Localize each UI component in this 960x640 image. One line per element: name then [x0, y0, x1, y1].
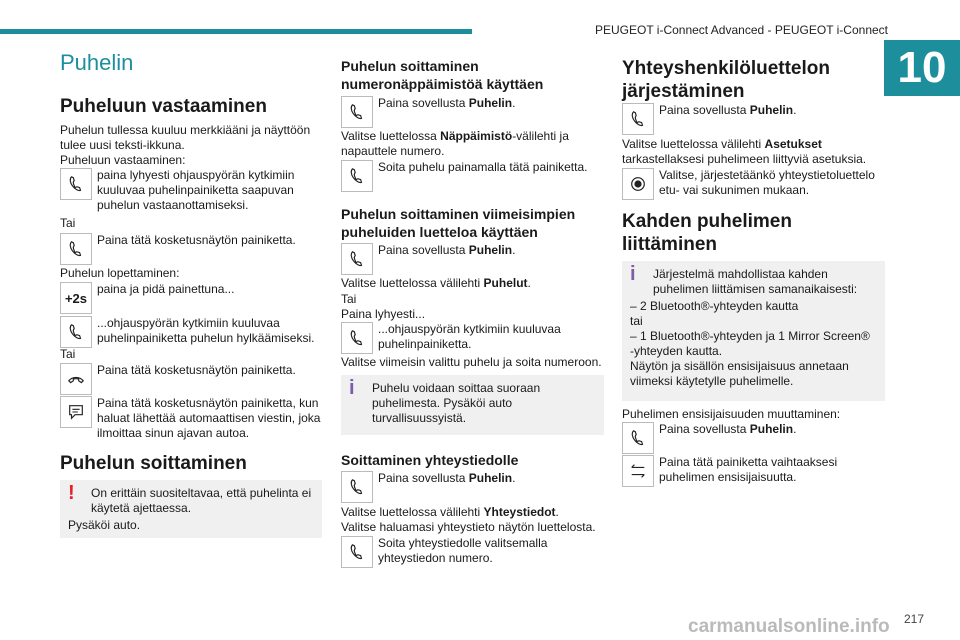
- phone-icon: [341, 322, 373, 354]
- heading-call: Puhelun soittaminen: [60, 453, 247, 474]
- keypad-app-name: Puhelin: [468, 96, 513, 110]
- keypad-app-row: Paina sovellusta Puhelin.: [341, 96, 515, 128]
- chapter-number: 10: [884, 40, 960, 96]
- heading-recent: Puhelun soittaminen viimeisimpien puheluiden luetteloa käyttäen: [341, 206, 576, 240]
- top-accent-bar: [0, 29, 472, 34]
- phone-icon: [60, 316, 92, 348]
- recent-select: Valitse luettelossa välilehti Puhelut.: [341, 276, 531, 290]
- prio-label: Puhelimen ensisijaisuuden muuttaminen:: [622, 407, 841, 421]
- heading-pair: Kahden puhelimen liittäminen: [622, 211, 792, 255]
- keypad-select: Valitse luettelossa Näppäimistö-välilehti ja napauttele numero.: [341, 129, 569, 158]
- recent-steering-row: [341, 322, 604, 354]
- warning-note: [60, 480, 322, 538]
- hangup-icon: [60, 363, 92, 395]
- prio-app-row: Paina sovellusta Puhelin.: [622, 422, 796, 454]
- answer-steering-row: [60, 168, 322, 213]
- end-touch-text: Paina tätä kosketusnäytön painiketta.: [97, 363, 296, 377]
- answer-intro: Puhelun tullessa kuuluu merkkiääni ja näyttöön tulee uusi teksti-ikkuna.: [60, 123, 311, 152]
- heading-keypad: Puhelun soittaminen numeronäppäimistöä käyttäen: [341, 58, 544, 92]
- phone-icon: [341, 160, 373, 192]
- contact-call-text: Soita yhteystiedolle valitsemalla yhteystiedon numero.: [378, 536, 548, 565]
- phone-icon: [622, 103, 654, 135]
- message-icon: [60, 396, 92, 428]
- prio-switch-text: Paina tätä painiketta vaihtaaksesi puhelimen ensisijaisuutta.: [659, 455, 838, 484]
- info-icon: i: [630, 263, 636, 285]
- heading-contact: Soittaminen yhteystiedolle: [341, 452, 519, 468]
- info-text: Puhelu voidaan soittaa suoraan puhelimesta. Pysäköi auto turvallisuussyistä.: [372, 381, 541, 425]
- contact-choose: Valitse haluamasi yhteystieto näytön luettelosta.: [341, 520, 596, 534]
- warning-after: Pysäköi auto.: [68, 518, 141, 532]
- end-touch-row: [60, 363, 322, 395]
- page-header: PEUGEOT i-Connect Advanced - PEUGEOT i-Connect: [594, 23, 888, 37]
- end-label: Puhelun lopettaminen:: [60, 266, 180, 280]
- end-steering-text: ...ohjauspyörän kytkimiin kuuluvaa puhelinpainiketta puhelun hylkäämiseksi.: [97, 316, 315, 345]
- info-note-pair: [622, 261, 885, 401]
- contact-select: Valitse luettelossa välilehti Yhteystiedot.: [341, 505, 559, 519]
- message-text: Paina tätä kosketusnäytön painiketta, kun haluat lähettää automaattisen viestin, joka ilmoittaa sinun ajavan autoa.: [97, 396, 321, 440]
- answer-touch-text: Paina tätä kosketusnäytön painiketta.: [97, 233, 296, 247]
- answer-steering-text: paina lyhyesti ohjauspyörän kytkimiin kuuluvaa puhelinpainiketta saapuvan puhelun vastaanottamiseksi.: [97, 168, 295, 212]
- message-row: [60, 396, 322, 441]
- sort-choose-text: Valitse, järjestetäänkö yhteystietoluettelo etu- vai sukunimen mukaan.: [659, 168, 875, 197]
- end-hold-row: [60, 282, 322, 314]
- recent-short: Paina lyhyesti...: [341, 307, 426, 321]
- or-2: Tai: [60, 347, 76, 361]
- info-note: [341, 375, 604, 435]
- recent-app-row: Paina sovellusta Puhelin.: [341, 243, 515, 275]
- sort-select: Valitse luettelossa välilehti Asetukset tarkastellaksesi puhelimeen liittyviä asetuksia.: [622, 137, 867, 166]
- recent-or: Tai: [341, 292, 357, 306]
- contact-app-row: Paina sovellusta Puhelin.: [341, 471, 515, 503]
- pair-info-text: Järjestelmä mahdollistaa kahden puhelimen liittämisen samanaikaisesti:: [653, 267, 858, 296]
- keypad-app-text: Paina sovellusta: [378, 96, 469, 110]
- pair-info-l3: Näytön ja sisällön ensisijaisuus annetaan viimeksi käytetylle puhelimelle.: [630, 359, 849, 388]
- page-number: 217: [903, 612, 924, 626]
- warning-text: On erittäin suositeltavaa, että puhelinta ei käytetä ajettaessa.: [91, 486, 312, 515]
- phone-icon: [60, 233, 92, 265]
- answer-label: Puheluun vastaaminen:: [60, 153, 186, 167]
- warning-icon: !: [68, 482, 75, 504]
- phone-icon: [341, 96, 373, 128]
- swap-icon: [622, 455, 654, 487]
- hold-2s-icon: +2s: [60, 282, 92, 314]
- heading-answer: Puheluun vastaaminen: [60, 96, 267, 117]
- prio-switch-row: [622, 455, 885, 487]
- info-icon: i: [349, 377, 355, 399]
- phone-icon: [60, 168, 92, 200]
- heading-sort: Yhteyshenkilöluettelon järjestäminen: [622, 58, 830, 102]
- answer-touch-row: [60, 233, 322, 265]
- contact-call-row: [341, 536, 604, 568]
- pair-info-l2: – 1 Bluetooth®-yhteyden ja 1 Mirror Screen® -yhteyden kautta.: [630, 329, 870, 358]
- phone-icon: [341, 243, 373, 275]
- watermark: carmanualsonline.info: [688, 616, 890, 637]
- phone-icon: [341, 536, 373, 568]
- keypad-call-text: Soita puhelu painamalla tätä painiketta.: [378, 160, 588, 174]
- recent-steering-text: ...ohjauspyörän kytkimiin kuuluvaa puhelinpainiketta.: [378, 322, 561, 351]
- recent-choose: Valitse viimeisin valittu puhelu ja soita numeroon.: [341, 355, 602, 369]
- pair-info-l1: – 2 Bluetooth®-yhteyden kautta: [630, 299, 799, 313]
- pair-info-or: tai: [630, 314, 643, 328]
- keypad-call-row: [341, 160, 604, 192]
- end-hold-text: paina ja pidä painettuna...: [97, 282, 235, 296]
- phone-icon: [341, 471, 373, 503]
- sort-choose-row: [622, 168, 885, 200]
- or-1: Tai: [60, 216, 76, 230]
- phone-icon: [622, 422, 654, 454]
- section-title: Puhelin: [60, 50, 134, 75]
- radio-icon: [622, 168, 654, 200]
- end-steering-row: [60, 316, 322, 348]
- sort-app-row: Paina sovellusta Puhelin.: [622, 103, 796, 135]
